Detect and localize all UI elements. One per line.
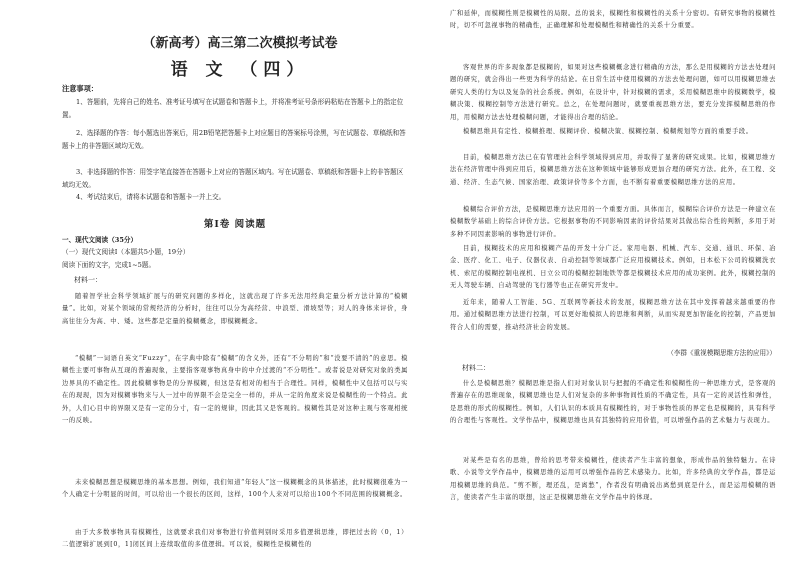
section-heading: 一、现代文阅读（35分） <box>62 236 138 244</box>
reading-instruction: 阅读下面的文字，完成1~5题。 <box>62 261 156 269</box>
exam-title: （新高考）高三第二次模拟考试卷 <box>142 36 338 51</box>
notes-heading: 注意事项： <box>62 84 98 93</box>
part-title: 第Ⅰ卷 阅读题 <box>203 219 267 230</box>
body-paragraph: 随着智学社会科学领域扩展与的研究问题的多样化，这就出现了许多无法用经典定量分析方法计算的“模糊量”。比如，对某个领域的常规经济的分析时，往往可以分为高经营、中浪型、滑坡型等；对人的身体来评价，身高往往分为高、中、矮。这些都是定量的模糊概念，即模糊概念。 <box>62 293 408 325</box>
subject-title: 语 文 （四） <box>170 60 310 80</box>
note-item: 3、非选择题的作答：用签字笔直接答在答题卡上对应的答题区域内。写在试题卷、草稿纸和答题卡上的非答题区域均无效。 <box>62 168 404 189</box>
subsection-heading: （一）现代文阅读Ⅰ（本题共5小题，19分） <box>62 248 190 256</box>
note-item: 4、考试结束后，请将本试题卷和答题卡一并上交。 <box>76 193 226 201</box>
body-paragraph: 客观世界的许多现象都是模糊的，如果对这些模糊概念进行精确的方法，那么是用模糊的方法去处理问题的研究，就会得出一些更为科学的结论。在日常生活中使用模糊的方法去处理问题，如可以用模糊思维去研究人类的行为以及复杂的社会系统。例如，在设计中，针对模糊的需求，采用模糊思维中的模糊数学，模糊决策、模糊控制等方法进行研究。总之，在处理问题时，就要重视思维方法，要充分发挥模糊思维的作用，用模糊方法去处理模糊问题，才能得出合理的结论。 <box>450 64 776 121</box>
body-paragraph: “模糊”一词语自英文“Fuzzy”，在字典中除有“模糊”的含义外，还有“不分明的”和“没要不清的”的意思。模糊性主要可事物从互现的普遍现象，主要指客观事物真身中的中介过渡的“不分明性”。或者说是对研究对象的类属边界具的不确定性。因此模糊事物是的分界模糊，但这是有相对的相当于合理性。同样，模糊性中又包括可以与实在的现现，因为对模糊事物来与人一过中的界限不会是完全一样的，并从一定的角度来说是模糊性的一个特点。此外，人们心目中的界限又是有一定的分寸，有一定的规律，因此其又是客观的。模糊性其是对这种主观与客观相统一的反映。 <box>62 355 408 425</box>
body-paragraph: 目前，模糊技术的应用和模糊产品的开发十分广泛。家用电器、机械、汽车、交通、通讯、环保、冶金、医疗、化工、电子、仪器仪表、自动控制等领域都广泛应用模糊技术。例如，日本松下公司的模糊洗衣机、索尼的模糊控制电视机、日立公司的模糊控制地铁等都是模糊技术应用的成功案例。此外，模糊控制的无人驾驶车辆、自动驾驶的飞行器等也正在研究开发中。 <box>450 245 776 290</box>
body-paragraph: 什么是模糊思维？模糊思维是指人们对对象认识与把握的不确定性和模糊性的一种思维方式，是客观的普遍存在的思维现象，模糊思维也是人们对复杂的多种事物间性质的不确定性，具有一定的灵活性和弹性，是思维的形式的模糊性。例如，人们认识的本质具有模糊性的，对于事物性质的界定也是模糊的，具有科学的合理性与客观性。文学作品中，模糊思维也具有其独特的应用价值，可以增强作品的艺术魅力与表现力。 <box>450 380 776 425</box>
source-citation: （李群《重视模糊思维方法的应用》） <box>667 349 776 357</box>
material-1-label: 材料一： <box>74 276 102 284</box>
material-2-label: 材料二： <box>462 364 490 372</box>
body-paragraph: 未来模糊思想是模糊思维的基本思想。例如，我们知道“年轻人”这一模糊概念的具体描述，此时模糊很难为一个人确定十分明显的时间，可以给出一个很长的区间，这样，100个人来对可以给出100个不同范围的模糊概念。 <box>62 479 408 499</box>
body-paragraph: 近年来，随着人工智能、5G、互联网等新技术的发展，模糊思维方法在其中发挥着越来越重要的作用。通过模糊思维方法进行控制，可以更好地模拟人的思维和判断，从而实现更加智能化的控制，产品更加符合人们的需要，推动经济社会的发展。 <box>450 299 776 331</box>
body-paragraph: 模糊综合评价方法，是模糊思维方法应用的一个重要方面。具体而言，模糊综合评价方法是一种建立在模糊数学基础上的综合评价方法。它根据事物的不同影响因素的评价结果对其做出综合性的判断，多用于对多种不同因素影响的事物进行评价。 <box>450 206 776 238</box>
body-paragraph: 目前，模糊思维方法已在有管理社会科学领域得到应用，并取得了显著的研究成果。比如，模糊思维方法在经济管理中得到应用后，模糊思维方法在这种领域中能够形成更加合理的研究方法。此外，在工程、交通、经济、生态气候、国家治理、政策评价等多个方面，也不断有着重要模糊思维方法的应用。 <box>450 154 776 186</box>
body-paragraph: 广和延伸，而模糊性则是模糊性的局限。总的说来，模糊性和模糊性的关系十分密切。有研究事物的模糊性时，切不可忽视事物的精确性，正确理解和处理模糊性和精确性的关系十分重要。 <box>450 10 776 30</box>
note-item: 1、答题前，先将自己的姓名、准考证号填写在试题卷和答题卡上，并将准考证号条形码粘贴在答题卡上的指定位置。 <box>62 98 404 119</box>
body-paragraph: 由于大多数事物具有模糊性，这就要求我们对事物进行价值判别时采用多值逻辑思维，即把过去的（0，1）二值逻辑扩展到[0，1]闭区间上连续取值的多值逻辑。可以说，模糊性是模糊性的 <box>62 529 408 549</box>
body-paragraph: 模糊思维具有定性、模糊推理、模糊评价、模糊决策、模糊控制、模糊规划等方面的重要手段。 <box>463 128 753 135</box>
note-item: 2、选择题的作答：每小题选出答案后，用2B铅笔把答题卡上对应题目的答案标号涂黑，写在试题卷、草稿纸和答题卡上的非答题区域均无效。 <box>62 129 406 150</box>
body-paragraph: 对某些是有名的思维，曾给的思考带来模糊性，使读者产生丰富的想象，形成作品的独特魅力。在诗歌、小说等文学作品中，模糊思维的运用可以增强作品的艺术感染力。比如，许多经典的文学作品，都是运用模糊思维的典范。“剪不断，理还乱，是离愁”，作者没有明确说出离愁到底是什么，而是运用模糊的语言，使读者产生丰富的联想，这正是模糊思维在文学作品中的体现。 <box>450 457 776 502</box>
